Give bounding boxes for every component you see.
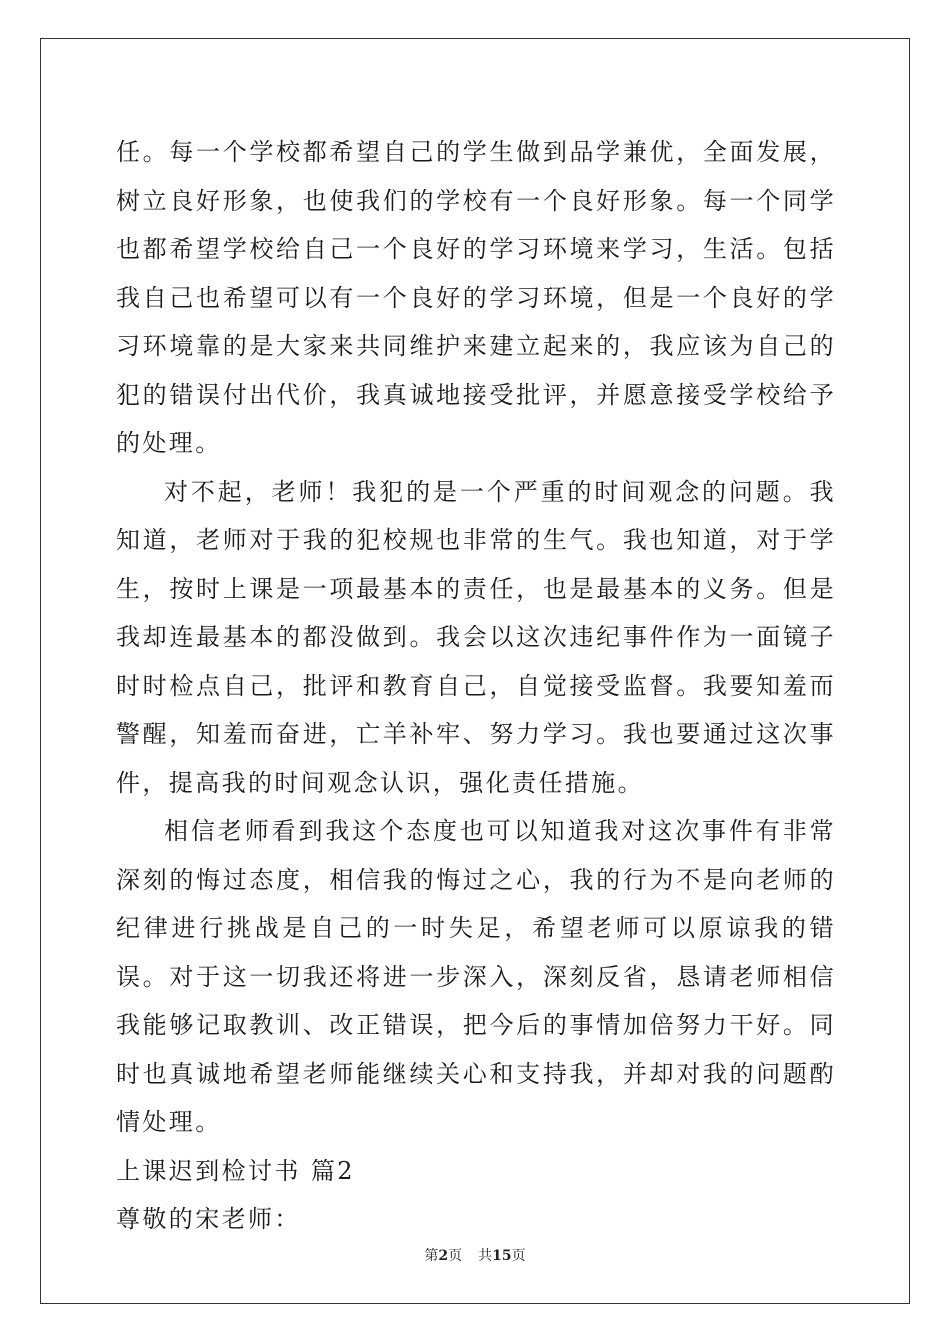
page-total-unit: 页: [511, 1248, 526, 1264]
page-number-prefix: 第: [424, 1248, 439, 1264]
paragraph-continuation: 任。每一个学校都希望自己的学生做到品学兼优，全面发展，树立良好形象，也使我们的学校有一个良好形象。每一个同学也都希望学校给自己一个良好的学习环境来学习，生活。包括我自己也希望可以有一个良好的学习环境，但是一个良好的学习环境靠的是大家来共同维护来建立起来的，我应该为自己的犯的错误付出代价，我真诚地接受批评，并愿意接受学校给予的处理。: [116, 138, 836, 457]
paragraph-apology: 对不起，老师！我犯的是一个严重的时间观念的问题。我知道，老师对于我的犯校规也非常的生气。我也知道，对于学生，按时上课是一项最基本的责任，也是最基本的义务。但是我却连最基本的都没做到。我会以这次违纪事件作为一面镜子时时检点自己，批评和教育自己，自觉接受监督。我要知羞而警醒，知羞而奋进，亡羊补牢、努力学习。我也要通过这次事件，提高我的时间观念认识，强化责任措施。: [116, 477, 836, 797]
page-number-unit: 页: [448, 1248, 463, 1264]
paragraph-request: 相信老师看到我这个态度也可以知道我对这次事件有非常深刻的悔过态度，相信我的悔过之心，我的行为不是向老师的纪律进行挑战是自己的一时失足，希望老师可以原谅我的错误。对于这一切我还将进一步深入，深刻反省，恳请老师相信我能够记取教训、改正错误，把今后的事情加倍努力干好。同时也真诚地希望老师能继续关心和支持我，并却对我的问题酌情处理。: [116, 817, 836, 1136]
section-heading: 上课迟到检讨书 篇2: [116, 1156, 355, 1185]
page-total: 15: [492, 1248, 512, 1264]
salutation: 尊敬的宋老师：: [116, 1205, 301, 1233]
document-body: [116, 128, 836, 1244]
page-footer: [0, 1245, 950, 1265]
page-total-prefix: 共: [478, 1248, 493, 1264]
page-number-current: 2: [438, 1248, 449, 1264]
